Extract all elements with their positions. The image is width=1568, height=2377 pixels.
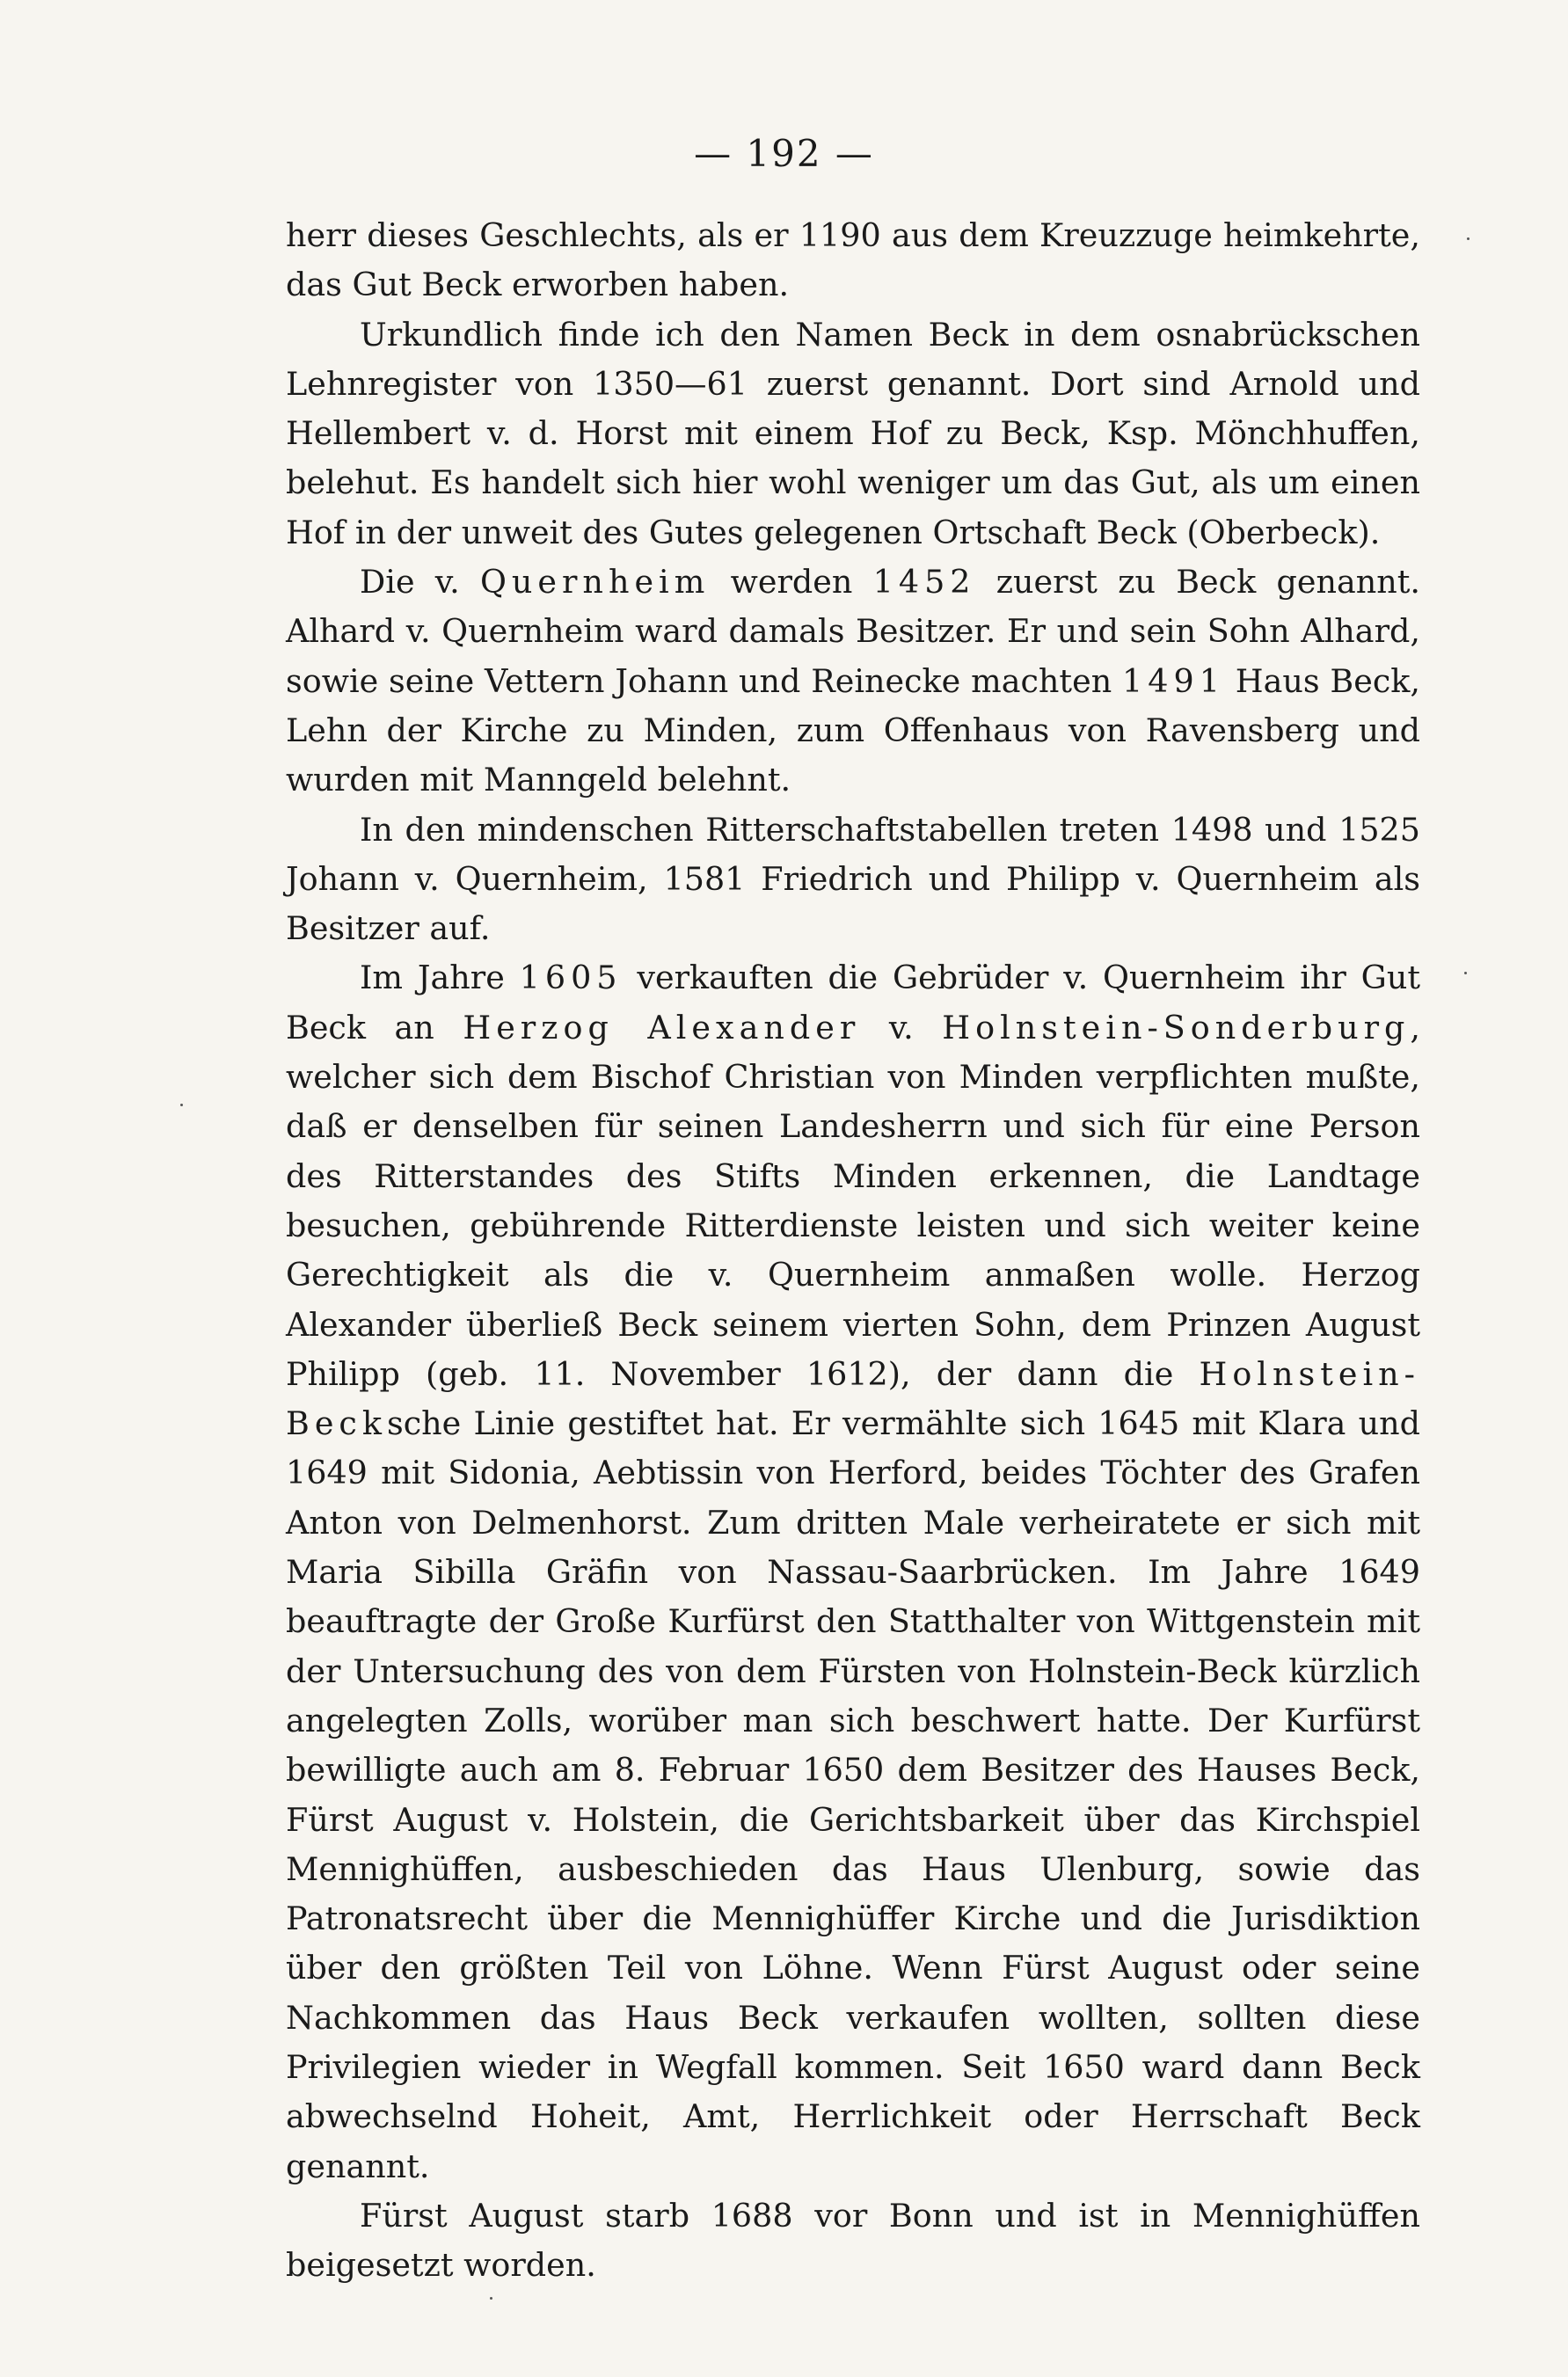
text-run: Die v. xyxy=(360,563,480,602)
scan-speck xyxy=(1464,972,1467,974)
paragraph xyxy=(286,953,1420,2191)
text-run: verkauften die Gebrüder v. Quernheim ihr Gut Beck an xyxy=(286,959,1421,1046)
spaced-text-run: Holnstein-Sonderburg xyxy=(942,1008,1411,1046)
text-run: sche Linie gestiftet hat. Er vermählte sich 1645 mit Klara und 1649 mit Sidonia, Aebtissin von Herford, beides Töchter des Grafen Anton von Delmenhorst. Zum dritten Male verheiratete er sich mit Maria Sibilla Gräfin von Nassau-Saarbrücken. Im Jahre 1649 beauftragte der Große Kurfürst den Statthalter von Wittgenstein mit der Untersuchung des von dem Fürsten von Holnstein-Beck kürzlich angelegten Zolls, worüber man sich beschwert hatte. Der Kurfürst bewilligte auch am 8. Februar 1650 dem Besitzer des Hauses Beck, Fürst August v. Holstein, die Gerichtsbarkeit über das Kirchspiel Mennighüffen, ausbeschieden das Haus Ulenburg, sowie das Patronatsrecht über die Mennighüffer Kirche und die Jurisdiktion über den größten Teil von Löhne. Wenn Fürst August oder seine Nachkommen das Haus Beck verkaufen wollten, sollten diese Privilegien wieder in Wegfall kommen. Seit 1650 ward dann Beck abwechselnd Hoheit, Amt, Herrlichkeit oder Herrschaft Beck genannt. xyxy=(286,1404,1420,2185)
paragraph xyxy=(286,2191,1420,2291)
paragraph xyxy=(286,806,1420,954)
scan-speck xyxy=(490,2297,492,2300)
text-run: v. xyxy=(860,1008,943,1046)
text-run: zuerst zu Beck genannt. Alhard v. Quernheim ward damals Besitzer. Er und sein Sohn Alhard, sowie seine Vettern Johann und Reinecke machten xyxy=(286,563,1420,700)
scan-speck xyxy=(180,1104,183,1106)
spaced-text-run: Herzog Alexander xyxy=(463,1008,861,1046)
paragraph xyxy=(286,558,1420,805)
text-run: Im Jahre xyxy=(360,959,520,997)
text-run: herr dieses Geschlechts, als er 1190 aus dem Kreuzzuge heimkehrte, das Gut Beck erworben haben. xyxy=(286,216,1420,304)
text-run: In den mindenschen Ritterschaftstabellen treten 1498 und 1525 Johann v. Quernheim, 1581 Friedrich und Philipp v. Quernheim als Besitzer auf. xyxy=(286,810,1420,948)
paragraph xyxy=(286,211,1420,310)
text-run: Fürst August starb 1688 vor Bonn und ist in Mennighüffen beigesetzt worden. xyxy=(286,2196,1420,2285)
text-run: Haus Beck, Lehn der Kirche zu Minden, zum Offenhaus von Ravensberg und wurden mit Manngeld belehnt. xyxy=(286,661,1420,799)
text-run: , welcher sich dem Bischof Christian von Minden verpflichten mußte, daß er denselben für seinen Landesherrn und sich für eine Person des Ritterstandes des Stifts Minden erkennen, die Landtage besuchen, gebührende Ritterdienste leisten und sich weiter keine Gerechtigkeit als die v. Quernheim anmaßen wolle. Herzog Alexander überließ Beck seinem vierten Sohn, dem Prinzen August Philipp (geb. 11. November 1612), der dann die xyxy=(286,1008,1420,1393)
body-text xyxy=(286,211,1420,2290)
spaced-text-run: 1491 xyxy=(1122,661,1225,700)
spaced-text-run: Holnstein-Beck xyxy=(286,1354,1420,1443)
spaced-text-run: 1605 xyxy=(519,959,623,997)
spaced-text-run: Quernheim xyxy=(479,563,711,602)
text-run: Urkundlich finde ich den Namen Beck in dem osnabrückschen Lehnregister von 1350—61 zuerst genannt. Dort sind Arnold und Hellembert v. d. Horst mit einem Hof zu Beck, Ksp. Mönchhuffen, belehut. Es handelt sich hier wohl weniger um das Gut, als um einen Hof in der unweit des Gutes gelegenen Ortschaft Beck (Oberbeck). xyxy=(286,315,1420,551)
page-number: — 192 — xyxy=(694,132,874,175)
spaced-text-run: 1452 xyxy=(872,563,976,602)
scan-speck xyxy=(1467,237,1470,240)
text-run: werden xyxy=(710,563,873,602)
paragraph xyxy=(286,310,1420,558)
